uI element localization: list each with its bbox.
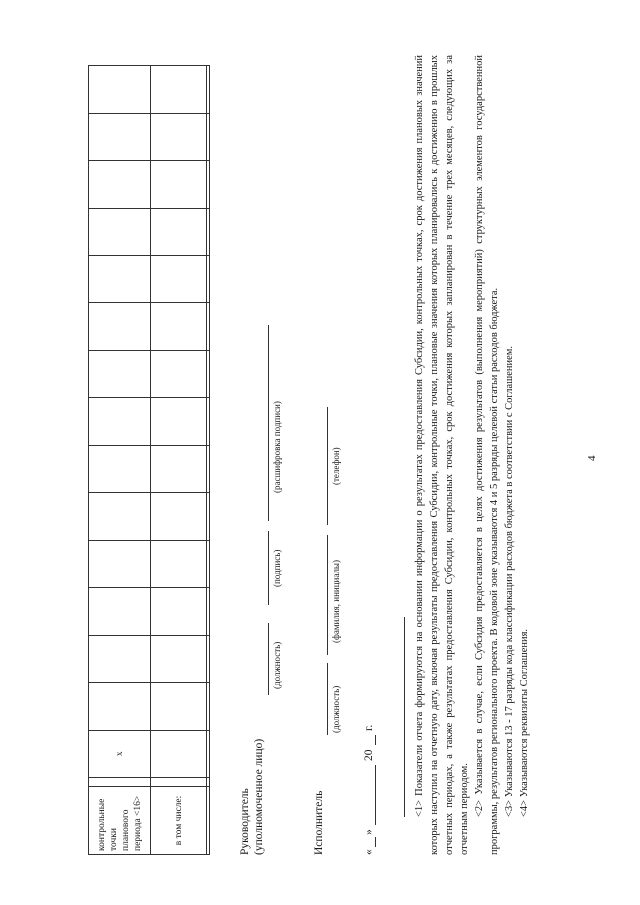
footnotes <box>412 55 532 855</box>
head-hint-decode: (расшифровка подписи) <box>272 401 282 493</box>
table-row <box>207 66 210 855</box>
head-label-subtitle: (уполномоченное лицо) <box>253 738 265 855</box>
table-row <box>151 66 207 855</box>
exec-hint-phone: (телефон) <box>331 447 341 485</box>
date-year-prefix: 20 <box>363 749 375 761</box>
head-hint-position: (должность) <box>272 641 282 689</box>
table-row <box>89 66 151 855</box>
date-month-line <box>375 765 376 825</box>
exec-name-line <box>327 535 328 655</box>
footnote-1: <1> Показатели отчета формируются на основании информации о результатах предоставления Субсидии, контрольных точках, срок достижения плановых значений которых наступил на отчетную дату, включая результаты предоставления Субсидии, контрольные точки, плановые значения которых планировались к достижению в прошлых отчетных периодах, а также результатах предоставления Субсидии, контрольных точках, срок достижения которых запланирован в течение трех месяцев, следующих за отчетным периодом. <box>414 55 470 855</box>
date-suffix: г. <box>363 724 375 731</box>
exec-hint-position: (должность) <box>331 685 341 733</box>
date-close-quote: » <box>363 829 375 835</box>
table-cell-label: в том числе: <box>151 787 207 855</box>
footnote-separator <box>404 617 405 817</box>
head-label <box>238 695 266 855</box>
head-label-title: Руководитель <box>239 788 251 855</box>
head-position-line <box>268 623 269 695</box>
table-cell-mark: x <box>89 730 151 777</box>
date-line <box>362 695 378 855</box>
head-sign-line <box>268 531 269 605</box>
exec-position-line <box>327 663 328 735</box>
exec-label: Исполнитель <box>313 790 325 855</box>
page-number: 4 <box>586 455 598 461</box>
head-decode-line <box>268 325 269 521</box>
date-day-line <box>375 837 376 847</box>
date-open-quote: « <box>363 849 375 855</box>
footnote-4: <4> Указываются реквизиты Соглашения. <box>519 628 530 817</box>
head-hint-sign: (подпись) <box>272 549 282 587</box>
footnote-2: <2> Указывается в случае, если Субсидия предоставляется в целях достижения результатов (выполнения мероприятий) структурных элементов государственной программы, результатов регионального проекта. В кодовой зоне указываются 4 и 5 разряды целевой статьи расходов бюджета. <box>474 55 500 855</box>
exec-hint-name: (фамилия, инициалы) <box>331 560 341 643</box>
table-cell-label: контрольные точки планового периода <16> <box>89 787 151 855</box>
footnote-3: <3> Указываются 13 - 17 разряды кода классификации расходов бюджета в соответствии с Соглашением. <box>504 345 515 817</box>
date-year-line <box>375 735 376 745</box>
exec-phone-line <box>327 407 328 525</box>
results-table <box>88 65 210 855</box>
